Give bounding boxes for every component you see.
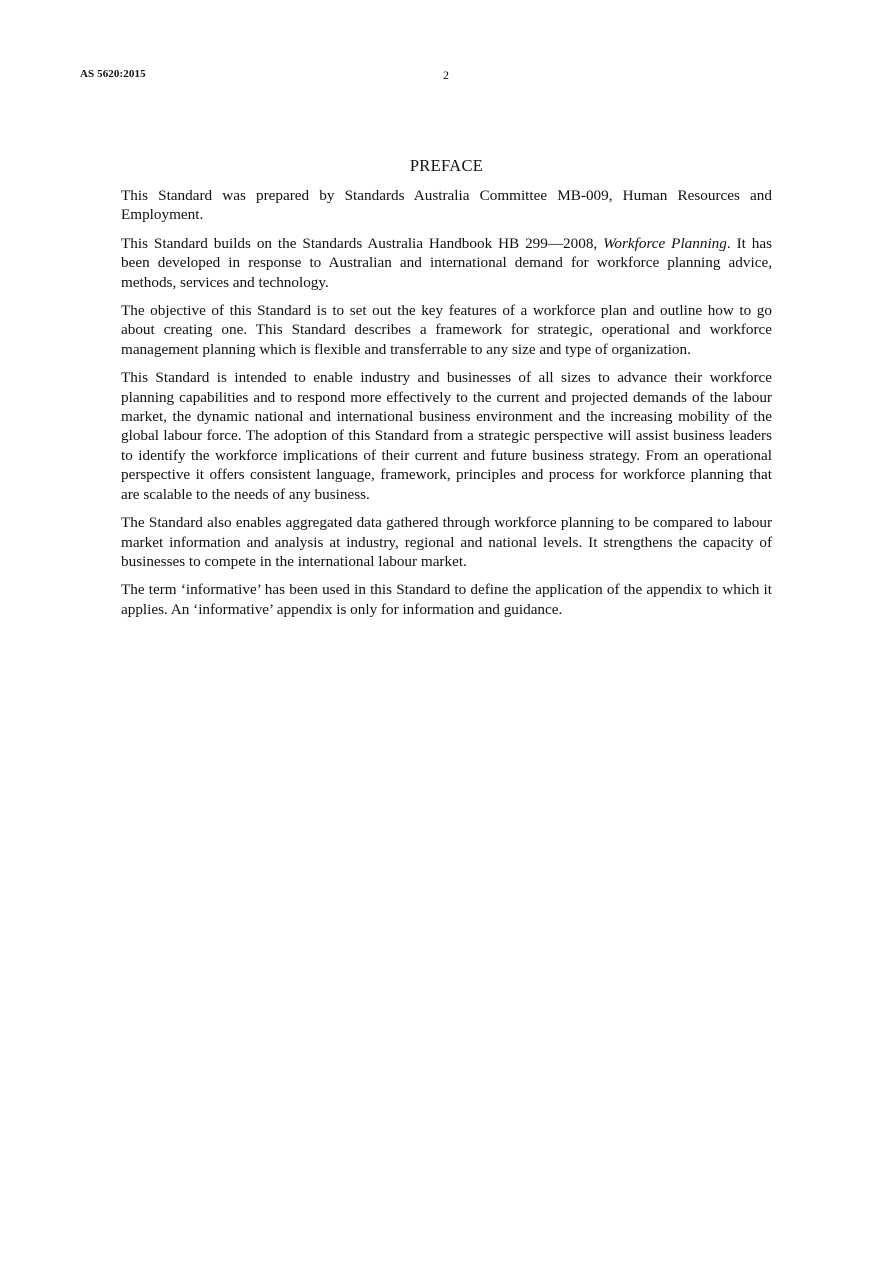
paragraph-handbook-text-end: . It has been developed in response to Australian and international demand for workforce planning advice, methods, services and technology.	[121, 234, 772, 291]
paragraph-committee: This Standard was prepared by Standards Australia Committee MB-009, Human Resources and Employment.	[121, 187, 772, 224]
paragraph-intent: This Standard is intended to enable industry and businesses of all sizes to advance their workforce planning capabilities and to respond more effectively to the current and projected demands of the labour market, the dynamic national and international business environment and the increasing mobility of the global labour force. The adoption of this Standard from a strategic perspective will assist business leaders to identify the workforce implications of their current and future business strategy. From an operational perspective it offers consistent language, framework, principles and process for workforce planning that are scalable to the needs of any business.	[121, 369, 772, 503]
paragraph-informative-term: The term ‘informative’ has been used in this Standard to define the application of the appendix to which it applies. An ‘informative’ appendix is only for information and guidance.	[121, 581, 772, 618]
page-number: 2	[443, 68, 449, 82]
section-title: PREFACE	[409, 156, 484, 175]
paragraph-handbook-text-start: This Standard builds on the Standards Australia Handbook HB 299—2008,	[121, 234, 604, 252]
running-header	[80, 68, 812, 84]
paragraph-handbook	[121, 234, 772, 292]
paragraph-aggregated-data: The Standard also enables aggregated data gathered through workforce planning to be compared to labour market information and analysis at industry, regional and national levels. It strengthens the capacity of businesses to compete in the international labour market.	[121, 514, 772, 570]
handbook-title: Workforce Planning	[603, 234, 727, 252]
preface-section	[121, 154, 772, 628]
document-id: AS 5620:2015	[80, 68, 146, 80]
paragraph-objective: The objective of this Standard is to set out the key features of a workforce plan and outline how to go about creating one. This Standard describes a framework for strategic, operational and workforce management planning which is flexible and transferrable to any size and type of organization.	[121, 302, 772, 358]
